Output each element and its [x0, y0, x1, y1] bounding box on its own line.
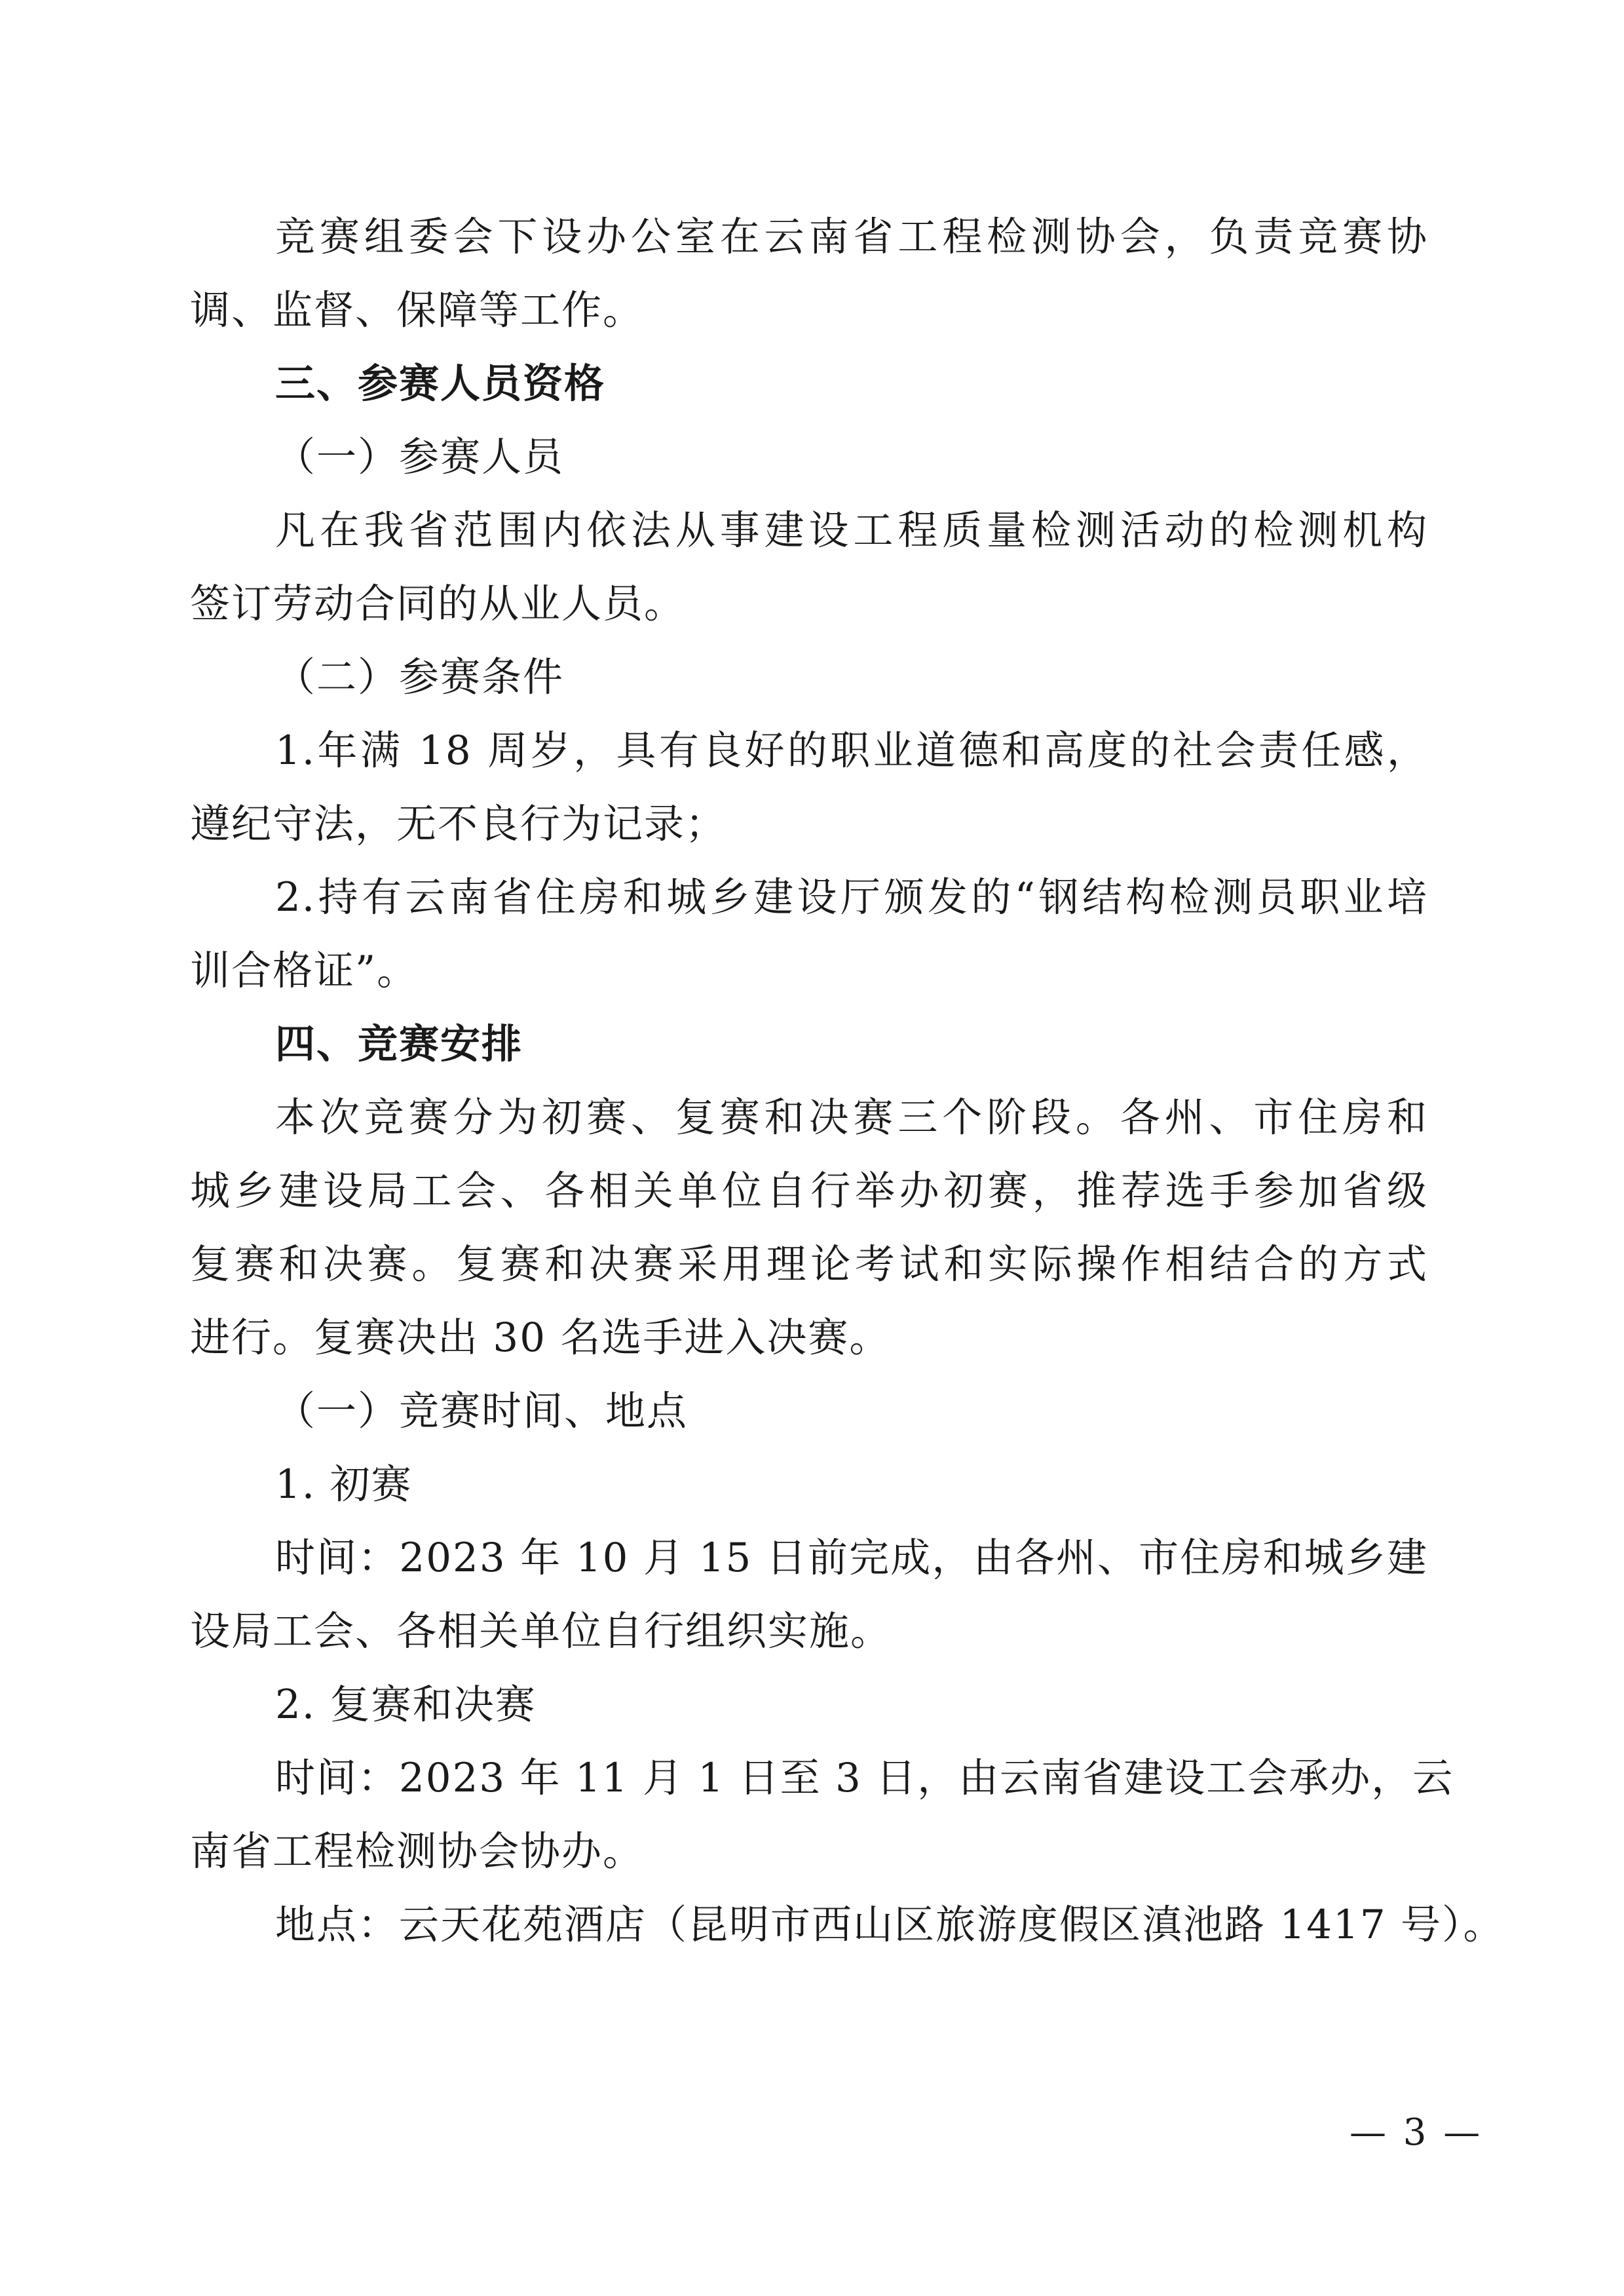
paragraph-line: 时间：2023 年 11 月 1 日至 3 日，由云南省建设工会承办，云: [275, 1755, 1454, 1801]
item-heading: 1. 初赛: [275, 1461, 413, 1508]
paragraph-line: 复赛和决赛。复赛和决赛采用理论考试和实际操作相结合的方式: [190, 1241, 1428, 1288]
paragraph-line: 凡在我省范围内依法从事建设工程质量检测活动的检测机构: [275, 507, 1428, 554]
paragraph-line: 进行。复赛决出 30 名选手进入决赛。: [190, 1314, 891, 1361]
paragraph-line: 训合格证”。: [190, 947, 419, 994]
paragraph-line: 设局工会、各相关单位自行组织实施。: [190, 1608, 892, 1655]
paragraph-line: 调、监督、保障等工作。: [190, 287, 645, 334]
paragraph-line: 本次竞赛分为初赛、复赛和决赛三个阶段。各州、市住房和: [275, 1094, 1428, 1141]
item-heading: 2. 复赛和决赛: [275, 1681, 537, 1728]
paragraph-line: 签订劳动合同的从业人员。: [190, 581, 686, 627]
paragraph-line: 南省工程检测协会协办。: [190, 1828, 645, 1875]
section-heading: 三、参赛人员资格: [275, 360, 606, 407]
paragraph-line: 地点：云天花苑酒店（昆明市西山区旅游度假区滇池路 1417 号）。: [275, 1902, 1505, 1948]
paragraph-line: 竞赛组委会下设办公室在云南省工程检测协会，负责竞赛协: [275, 214, 1428, 260]
paragraph-line: 2.持有云南省住房和城乡建设厅颁发的“钢结构检测员职业培: [275, 874, 1428, 921]
paragraph-line: 城乡建设局工会、各相关单位自行举办初赛，推荐选手参加省级: [190, 1168, 1428, 1214]
section-heading: 四、竞赛安排: [275, 1021, 523, 1067]
subsection-heading: （一）参赛人员: [275, 434, 565, 480]
subsection-heading: （二）参赛条件: [275, 654, 565, 700]
subsection-heading: （一）竞赛时间、地点: [275, 1388, 689, 1434]
page-number: — 3 —: [1350, 2111, 1483, 2154]
paragraph-line: 遵纪守法，无不良行为记录；: [190, 801, 727, 847]
paragraph-line: 时间：2023 年 10 月 15 日前完成，由各州、市住房和城乡建: [275, 1535, 1428, 1581]
paragraph-line: 1.年满 18 周岁，具有良好的职业道德和高度的社会责任感，: [275, 727, 1428, 774]
